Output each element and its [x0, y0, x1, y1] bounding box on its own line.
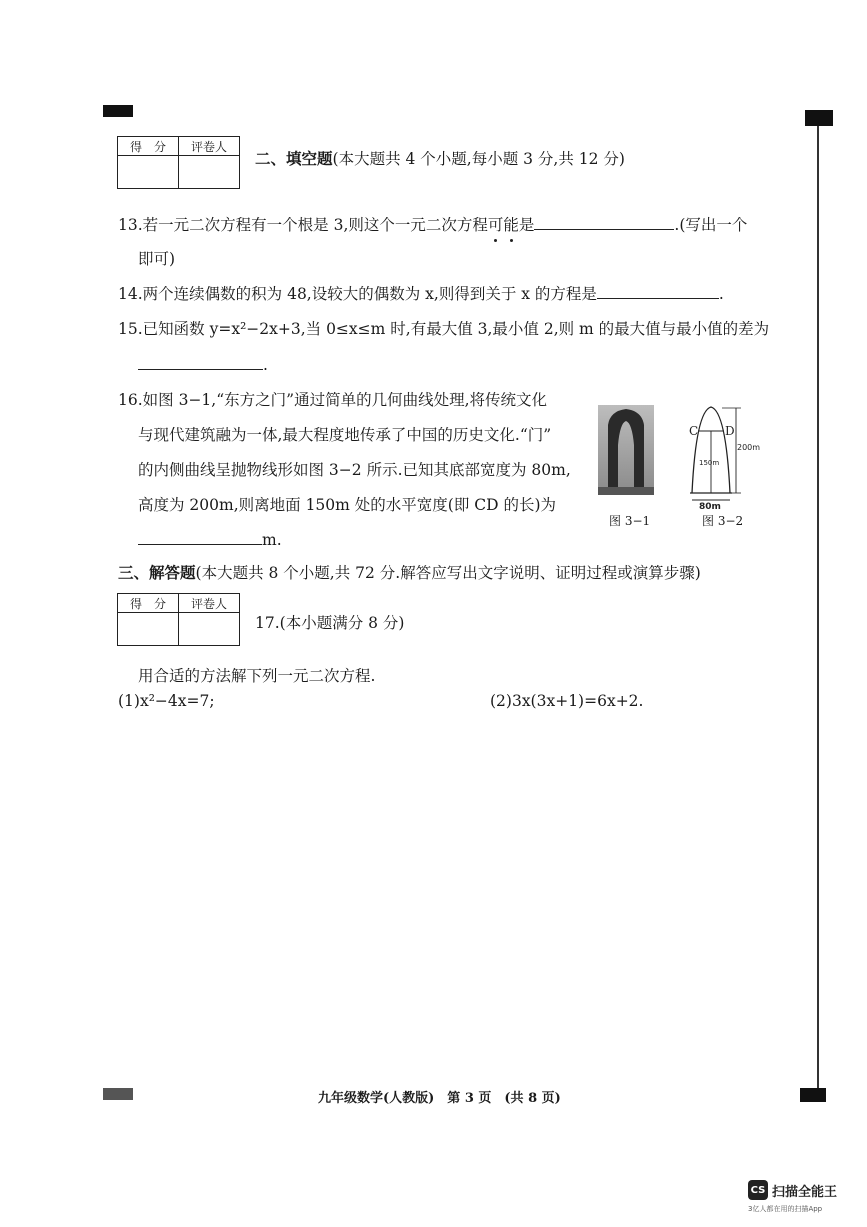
question-16-tail: m. [138, 529, 282, 551]
question-17-part-1: (1)x²−4x=7; [118, 692, 215, 710]
answer-blank-15[interactable] [138, 355, 263, 370]
emphasis-char: 能 [503, 216, 519, 234]
question-17-part-2: (2)3x(3x+1)=6x+2. [490, 692, 644, 710]
registration-mark-top-right [805, 110, 833, 126]
binding-line [817, 126, 819, 1088]
score-header: 得 分 [118, 594, 179, 613]
grader-header: 评卷人 [179, 594, 240, 613]
figure-3-2-diagram [686, 403, 766, 511]
section2-heading: 二、填空题(本大题共 4 个小题,每小题 3 分,共 12 分) [255, 149, 625, 168]
question-17-title: 17.(本小题满分 8 分) [255, 614, 405, 632]
registration-mark-top-left [103, 105, 133, 117]
registration-mark-bottom-right [800, 1088, 826, 1102]
score-header: 得 分 [118, 137, 179, 156]
question-15: 15.已知函数 y=x²−2x+3,当 0≤x≤m 时,有最大值 3,最小值 2,则 m 的最大值与最小值的差为 [118, 320, 770, 338]
question-16-line-2: 与现代建筑融为一体,最大程度地传承了中国的历史文化.“门” [138, 426, 552, 444]
answer-blank-16[interactable] [138, 530, 262, 545]
figure-3-1-caption: 图 3−1 [609, 514, 651, 528]
scanner-tagline: 3亿人都在用的扫描App [748, 1205, 823, 1213]
figure-3-2-caption: 图 3−2 [702, 514, 744, 528]
question-17-instruction: 用合适的方法解下列一元二次方程. [138, 667, 376, 685]
question-16-line-4: 高度为 200m,则离地面 150m 处的水平宽度(即 CD 的长)为 [138, 496, 557, 514]
question-14: 14.两个连续偶数的积为 48,设较大的偶数为 x,则得到关于 x 的方程是 . [118, 285, 724, 303]
label-80: 80m [699, 502, 721, 511]
label-150: 150m [699, 459, 720, 467]
grader-cell[interactable] [179, 613, 240, 646]
grader-cell[interactable] [179, 156, 240, 189]
page-footer: 九年级数学(人教版) 第 3 页 (共 8 页) [318, 1091, 561, 1106]
emphasis-char: 可 [487, 216, 504, 234]
label-c: C [689, 424, 699, 438]
question-13-cont: 即可) [138, 250, 176, 268]
score-cell[interactable] [118, 613, 179, 646]
question-13: 13.若一元二次方程有一个根是 3,则这个一元二次方程可能是 .(写出一个 [118, 216, 748, 234]
scanner-brand: 扫描全能王 [772, 1184, 838, 1200]
question-16-line-1: 16.如图 3−1,“东方之门”通过简单的几何曲线处理,将传统文化 [118, 391, 547, 409]
scanner-watermark [748, 1180, 837, 1200]
section3-heading: 三、解答题(本大题共 8 个小题,共 72 分.解答应写出文字说明、证明过程或演算步骤) [118, 563, 701, 582]
question-15-cont: . [138, 354, 268, 376]
score-box-section2 [117, 136, 240, 189]
label-200: 200m [737, 443, 761, 452]
score-box-q17 [117, 593, 240, 646]
scanner-logo-icon: CS [748, 1180, 768, 1200]
score-cell[interactable] [118, 156, 179, 189]
question-16-line-3: 的内侧曲线呈抛物线形如图 3−2 所示.已知其底部宽度为 80m, [138, 461, 571, 479]
grader-header: 评卷人 [179, 137, 240, 156]
figure-3-1-photo [598, 405, 654, 495]
registration-mark-bottom-left [103, 1088, 133, 1100]
answer-blank-13[interactable] [534, 215, 674, 230]
label-d: D [725, 424, 735, 438]
answer-blank-14[interactable] [597, 284, 719, 299]
